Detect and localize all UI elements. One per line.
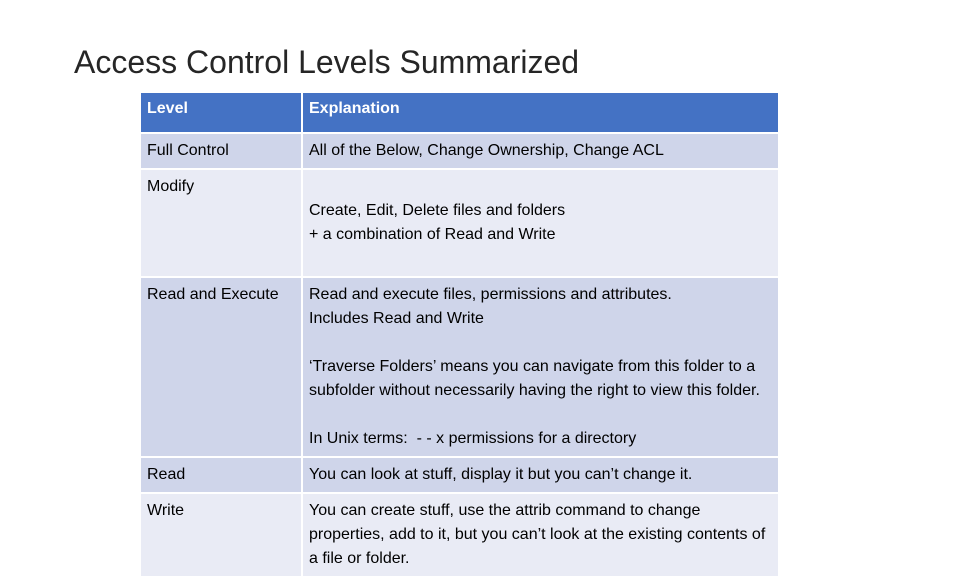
- explanation-paragraph: Read and execute files, permissions and attributes. Includes Read and Write: [309, 286, 672, 327]
- table-row-write: [140, 493, 779, 577]
- explanation-cell: [302, 493, 779, 577]
- explanation-paragraph: In Unix terms: - - x permissions for a directory: [309, 430, 637, 447]
- table-row-full-control: [140, 133, 779, 169]
- explanation-paragraph: You can create stuff, use the attrib command to change properties, add to it, but you can’t look at the existing contents of a file or folder.: [309, 502, 766, 567]
- access-control-table: [139, 91, 780, 578]
- table-row-modify: [140, 169, 779, 277]
- table-header-row: [140, 92, 779, 133]
- level-cell: Write: [140, 493, 302, 577]
- explanation-paragraph: Create, Edit, Delete files and folders + a combination of Read and Write: [309, 202, 566, 243]
- explanation-cell: [302, 277, 779, 457]
- explanation-cell: [302, 169, 779, 277]
- header-explanation: Explanation: [302, 92, 779, 133]
- level-cell: Modify: [140, 169, 302, 277]
- header-level: Level: [140, 92, 302, 133]
- explanation-cell: [302, 133, 779, 169]
- level-cell: Read and Execute: [140, 277, 302, 457]
- explanation-paragraph: All of the Below, Change Ownership, Change ACL: [309, 142, 664, 159]
- level-cell: Full Control: [140, 133, 302, 169]
- level-cell: Read: [140, 457, 302, 493]
- explanation-paragraph: You can look at stuff, display it but you can’t change it.: [309, 466, 693, 483]
- explanation-paragraph: ‘Traverse Folders’ means you can navigate from this folder to a subfolder without necessarily having the right to view this folder.: [309, 358, 760, 399]
- table-row-read: [140, 457, 779, 493]
- table-row-read-and-execute: [140, 277, 779, 457]
- explanation-cell: [302, 457, 779, 493]
- slide-title: Access Control Levels Summarized: [74, 44, 580, 80]
